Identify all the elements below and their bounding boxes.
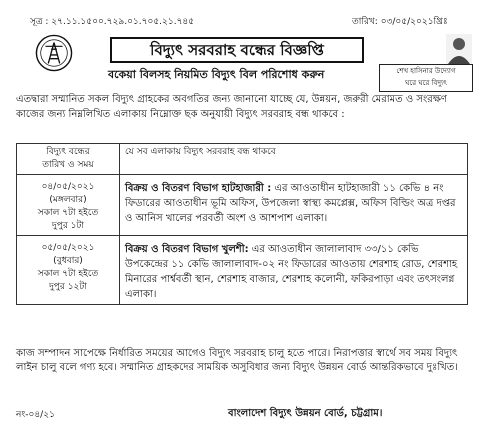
table-row [17, 236, 468, 305]
header-date-time [17, 144, 120, 175]
row-areas [120, 236, 468, 305]
row-time-end: দুপুর ১টা [51, 221, 84, 231]
row-date: ০৫/০৫/২০২১ [41, 243, 95, 253]
slogan-line-1: শেখ হাসিনার উদ্যোগ [396, 67, 456, 75]
header-date-time-line-2: তারিখ ও সময় [42, 160, 94, 170]
notice-date: তারিখ: ০৩/০৫/২০২১খ্রিঃ [352, 17, 448, 27]
notice-subtitle: বকেয়া বিলসহ নিয়মিত বিদ্যুৎ বিল পরিশোধ করুন [108, 68, 325, 81]
row-time-start: সকাল ৭টা হইতে [37, 208, 99, 218]
row-day: (বুধবার) [53, 256, 83, 266]
row-areas [120, 175, 468, 236]
footer-note: কাজ সম্পাদন সাপেক্ষে নির্ধারিত সময়ের আগেও বিদ্যুৎ সরবরাহ চালু হতে পারে। নিরাপত্তার স্বার্থে সব সময় বিদ্যুৎ লাইন চালু বলে গণ্য হবে। সম্মানিত গ্রাহকদের সাময়িক অসুবিধার জন্য বিদ্যুৎ উন্নয়ন বোর্ড আন্তরিকভাবে দুঃখিত। [16, 348, 458, 373]
table-row [17, 175, 468, 236]
row-area-list: এর আওতাধীন জালালাবাদ ৩৩/১১ কেভি উপকেন্দ্রের ১১ কেভি জালালাবাদ-০২ নং ফিডারের আওতায় শেরশাহ রোড, শেরশাহ মিনারের পার্শ্ববর্তী স্থান, শেরশাহ বাজার, শেরশাহ কলোনী, ফকিরপাড়া এবং তৎসংলগ্ন এলাকা। [125, 244, 458, 300]
schedule-table [16, 143, 468, 305]
header-date-time-line-1: বিদ্যুৎ বন্ধের [46, 147, 90, 157]
memo-number: নং-০৪/২১ [16, 410, 55, 420]
row-date: ০৪/০৫/২০২১ [41, 182, 95, 192]
row-office: বিক্রয় ও বিতরণ বিভাগ হাটহাজারী : [125, 183, 272, 194]
portrait-icon [446, 34, 472, 64]
row-date-time [17, 236, 120, 305]
row-day: (মঙ্গলবার) [49, 195, 87, 205]
intro-paragraph: এতদ্বারা সম্মানিত সকল বিদ্যুৎ গ্রাহকের অবগতির জন্য জানানো যাচ্ছে যে, উন্নয়ন, জরুরী মেরামত ও সংরক্ষণ কাজের জন্য নিম্নলিখিত এলাকায় নিম্নোক্ত ছক অনুযায়ী বিদ্যুৎ সরবরাহ বন্ধ থাকবে : [16, 94, 447, 120]
bpdb-logo-icon [35, 34, 73, 72]
reference-number: সূত্র : ২৭.১১.১৫০০.৭২৯.০১.৭০৫.২১.৭৪৫ [30, 17, 195, 27]
row-office: বিক্রয় ও বিতরণ বিভাগ খুলশী: [125, 244, 249, 255]
row-time-start: সকাল ৭টা হইতে [37, 269, 99, 279]
organization-signature: বাংলাদেশ বিদ্যুৎ উন্নয়ন বোর্ড, চট্টগ্রাম। [228, 408, 383, 419]
slogan-box [379, 64, 473, 92]
row-date-time [17, 175, 120, 236]
header-areas: যে সব এলাকায় বিদ্যুৎ সরবরাহ বন্ধ থাকবে [120, 144, 468, 175]
row-area-list: এর আওতাধীন হাটহাজারী ১১ কেভি ৪ নং ফিডারের আওতাধীন ভূমি অফিস, উপজেলা স্বাস্থ্য কমপ্লেক্স, অফিস বিল্ডিং অত্র দপ্তর ও আনিস খালের পরবর্তী অংশ ও আশপাশ এলাকা। [125, 183, 456, 224]
row-time-end: দুপুর ১২টা [49, 282, 87, 292]
notice-title: বিদ্যুৎ সরবরাহ বন্ধের বিজ্ঞপ্তি [110, 37, 364, 63]
table-header-row [17, 144, 468, 175]
slogan-line-2: ঘরে ঘরে বিদ্যুৎ [405, 79, 447, 87]
